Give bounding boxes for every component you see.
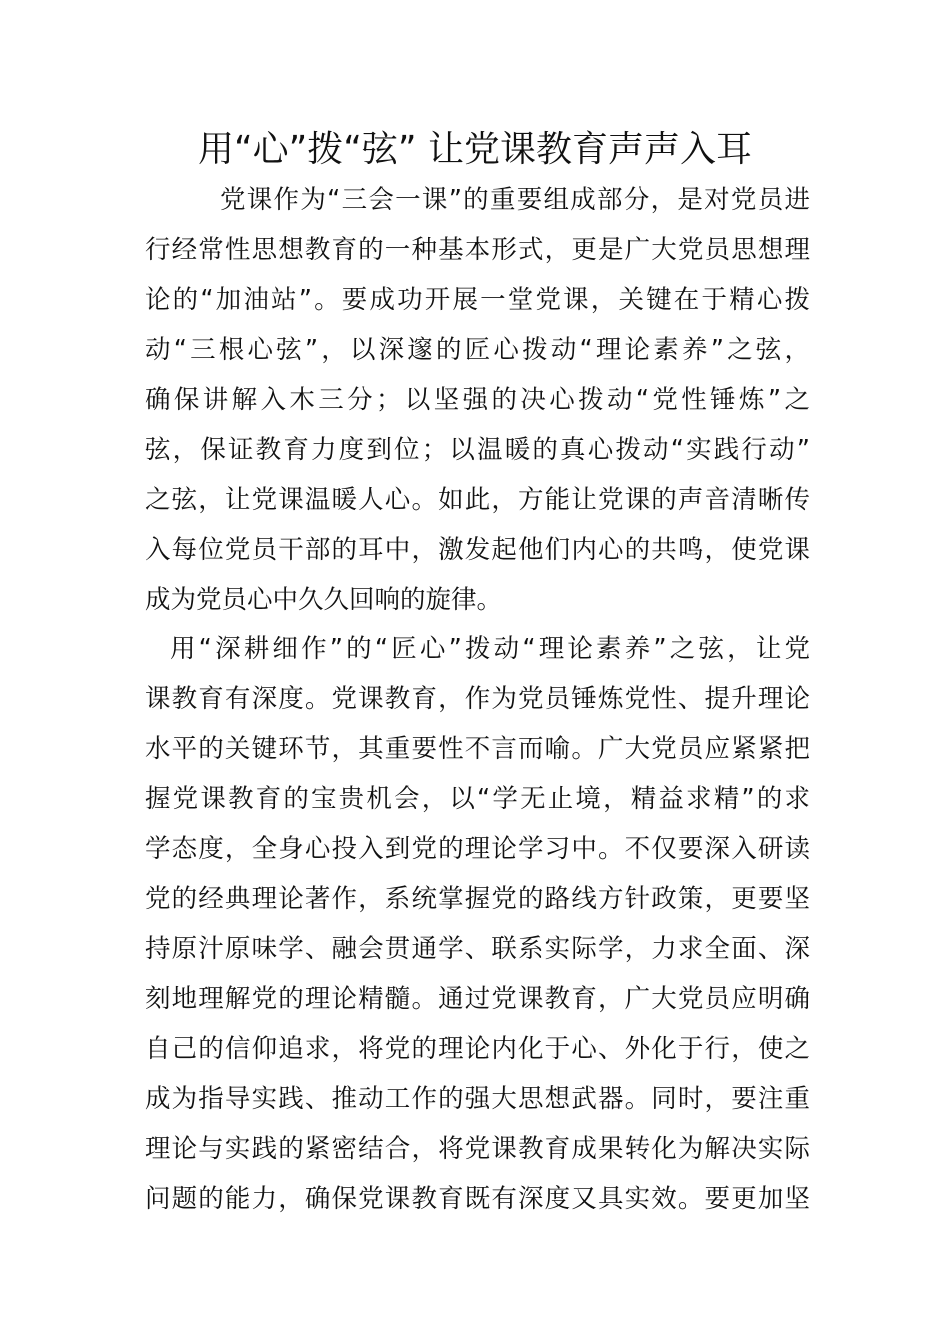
text-line: 动“三根心弦”，以深邃的匠心拨动“理论素养”之弦，: [145, 335, 810, 365]
text-line: 弦，保证教育力度到位；以温暖的真心拨动“实践行动”: [145, 435, 810, 465]
text-line: 用“深耕细作”的“匠心”拨动“理论素养”之弦，让党: [170, 634, 810, 664]
text-line: 握党课教育的宝贵机会，以“学无止境，精益求精”的求: [145, 784, 810, 814]
text-line: 成为指导实践、推动工作的强大思想武器。同时，要注重: [145, 1084, 810, 1114]
text-line: 水平的关键环节，其重要性不言而喻。广大党员应紧紧把: [145, 734, 810, 764]
text-line: 持原汁原味学、融会贯通学、联系实际学，力求全面、深: [145, 934, 810, 964]
text-line: 行经常性思想教育的一种基本形式，更是广大党员思想理: [145, 235, 810, 265]
text-line: 入每位党员干部的耳中，激发起他们内心的共鸣，使党课: [145, 535, 810, 565]
text-line: 成为党员心中久久回响的旋律。: [145, 585, 503, 615]
text-line: 论的“加油站”。要成功开展一堂党课，关键在于精心拨: [145, 285, 810, 315]
text-line: 刻地理解党的理论精髓。通过党课教育，广大党员应明确: [145, 984, 810, 1014]
text-line: 学态度，全身心投入到党的理论学习中。不仅要深入研读: [145, 834, 810, 864]
text-line: 自己的信仰追求，将党的理论内化于心、外化于行，使之: [145, 1034, 810, 1064]
text-line: 党课作为“三会一课”的重要组成部分，是对党员进: [220, 185, 810, 215]
text-line: 之弦，让党课温暖人心。如此，方能让党课的声音清晰传: [145, 485, 810, 515]
text-line: 理论与实践的紧密结合，将党课教育成果转化为解决实际: [145, 1134, 810, 1164]
text-line: 党的经典理论著作，系统掌握党的路线方针政策，更要坚: [145, 884, 810, 914]
text-line: 确保讲解入木三分；以坚强的决心拨动“党性锤炼”之: [145, 385, 810, 415]
text-line: 课教育有深度。党课教育，作为党员锤炼党性、提升理论: [145, 684, 810, 714]
text-line: 问题的能力，确保党课教育既有深度又具实效。要更加坚: [145, 1184, 810, 1214]
document-title: 用“心”拨“弦” 让党课教育声声入耳: [197, 129, 753, 170]
